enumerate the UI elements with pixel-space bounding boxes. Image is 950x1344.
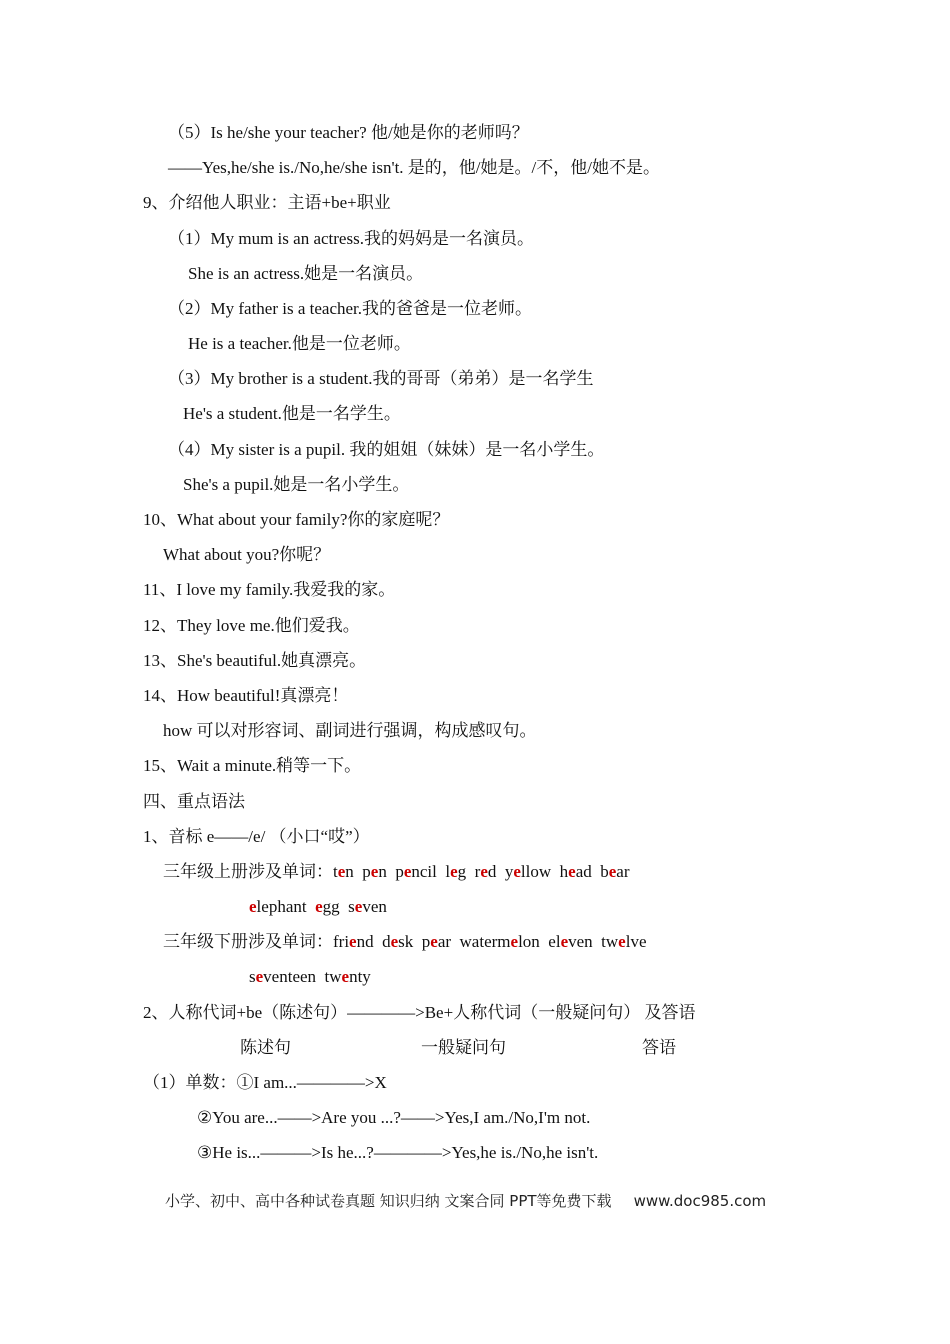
phonics-row-upper-cont [249, 896, 387, 918]
section-heading: 2、人称代词+be（陈述句）————>Be+人称代词（一般疑问句） 及答语 [143, 1003, 696, 1022]
text-line: （3）My brother is a student.我的哥哥（弟弟）是一名学生 [168, 369, 594, 388]
column-header-answer: 答语 [642, 1038, 676, 1057]
phonics-word: twenty [324, 967, 371, 986]
text-line: （5）Is he/she your teacher? 他/她是你的老师吗？ [168, 123, 529, 142]
section-heading: 10、What about your family?你的家庭呢？ [143, 510, 450, 529]
phonics-row-lower-cont [249, 966, 371, 988]
phonics-word: desk [382, 932, 414, 951]
phonics-word: ten [333, 862, 354, 881]
phonics-word: head [559, 862, 592, 881]
text-line: （4）My sister is a pupil. 我的姐姐（妹妹）是一名小学生。 [168, 440, 605, 459]
chapter-heading: 四、重点语法 [143, 792, 245, 811]
phonics-word: pencil [395, 862, 437, 881]
phonics-word: twelve [601, 932, 647, 951]
text-line: ——Yes,he/she is./No,he/she isn't. 是的，他/她是。/不，他/她不是。 [168, 158, 660, 177]
phonics-row-lower [163, 931, 647, 953]
phonics-label: 三年级下册涉及单词： [163, 932, 333, 951]
phonics-word: bear [600, 862, 630, 881]
phonics-label: 三年级上册涉及单词： [163, 862, 333, 881]
section-heading: 11、I love my family.我爱我的家。 [143, 580, 396, 599]
text-line: ③He is...———>Is he...?————>Yes,he is./No,he isn't. [197, 1143, 599, 1162]
phonics-word: egg [315, 897, 340, 916]
column-header-statement: 陈述句 [240, 1038, 291, 1057]
text-line: how 可以对形容词、副词进行强调，构成感叹句。 [163, 721, 537, 740]
text-line: （2）My father is a teacher.我的爸爸是一位老师。 [168, 299, 533, 318]
text-line: He is a teacher.他是一位老师。 [188, 334, 411, 353]
section-heading: 1、音标 e——/e/ （小口“哎”） [143, 827, 370, 846]
phonics-word: pear [421, 932, 452, 951]
text-line: ②You are...——>Are you ...?——>Yes,I am./No,I'm not. [197, 1108, 591, 1127]
phonics-word: friend [333, 932, 374, 951]
phonics-word: leg [445, 862, 467, 881]
text-line: She is an actress.她是一名演员。 [188, 264, 424, 283]
phonics-word: watermelon [459, 932, 540, 951]
text-line: （1）单数：①I am...————>X [143, 1073, 387, 1092]
phonics-word: yellow [504, 862, 552, 881]
section-heading: 14、How beautiful!真漂亮！ [143, 686, 349, 705]
section-heading: 9、介绍他人职业：主语+be+职业 [143, 193, 391, 212]
section-heading: 13、She's beautiful.她真漂亮。 [143, 651, 367, 670]
phonics-word: seventeen [249, 967, 317, 986]
phonics-word: eleven [548, 932, 593, 951]
footer-text: 小学、初中、高中各种试卷真题 知识归纳 文案合同 PPT等免费下载 [165, 1192, 612, 1210]
text-line: What about you?你呢？ [163, 545, 331, 564]
phonics-row-upper [163, 861, 630, 883]
phonics-word: red [474, 862, 497, 881]
text-line: She's a pupil.她是一名小学生。 [183, 475, 410, 494]
column-header-question: 一般疑问句 [421, 1038, 506, 1057]
page-footer [165, 1190, 766, 1211]
section-heading: 15、Wait a minute.稍等一下。 [143, 756, 362, 775]
text-line: He's a student.他是一名学生。 [183, 404, 401, 423]
footer-url[interactable]: www.doc985.com [633, 1192, 767, 1210]
phonics-word: pen [362, 862, 387, 881]
section-heading: 12、They love me.他们爱我。 [143, 616, 360, 635]
phonics-word: seven [348, 897, 387, 916]
phonics-word: elephant [249, 897, 307, 916]
text-line: （1）My mum is an actress.我的妈妈是一名演员。 [168, 229, 534, 248]
